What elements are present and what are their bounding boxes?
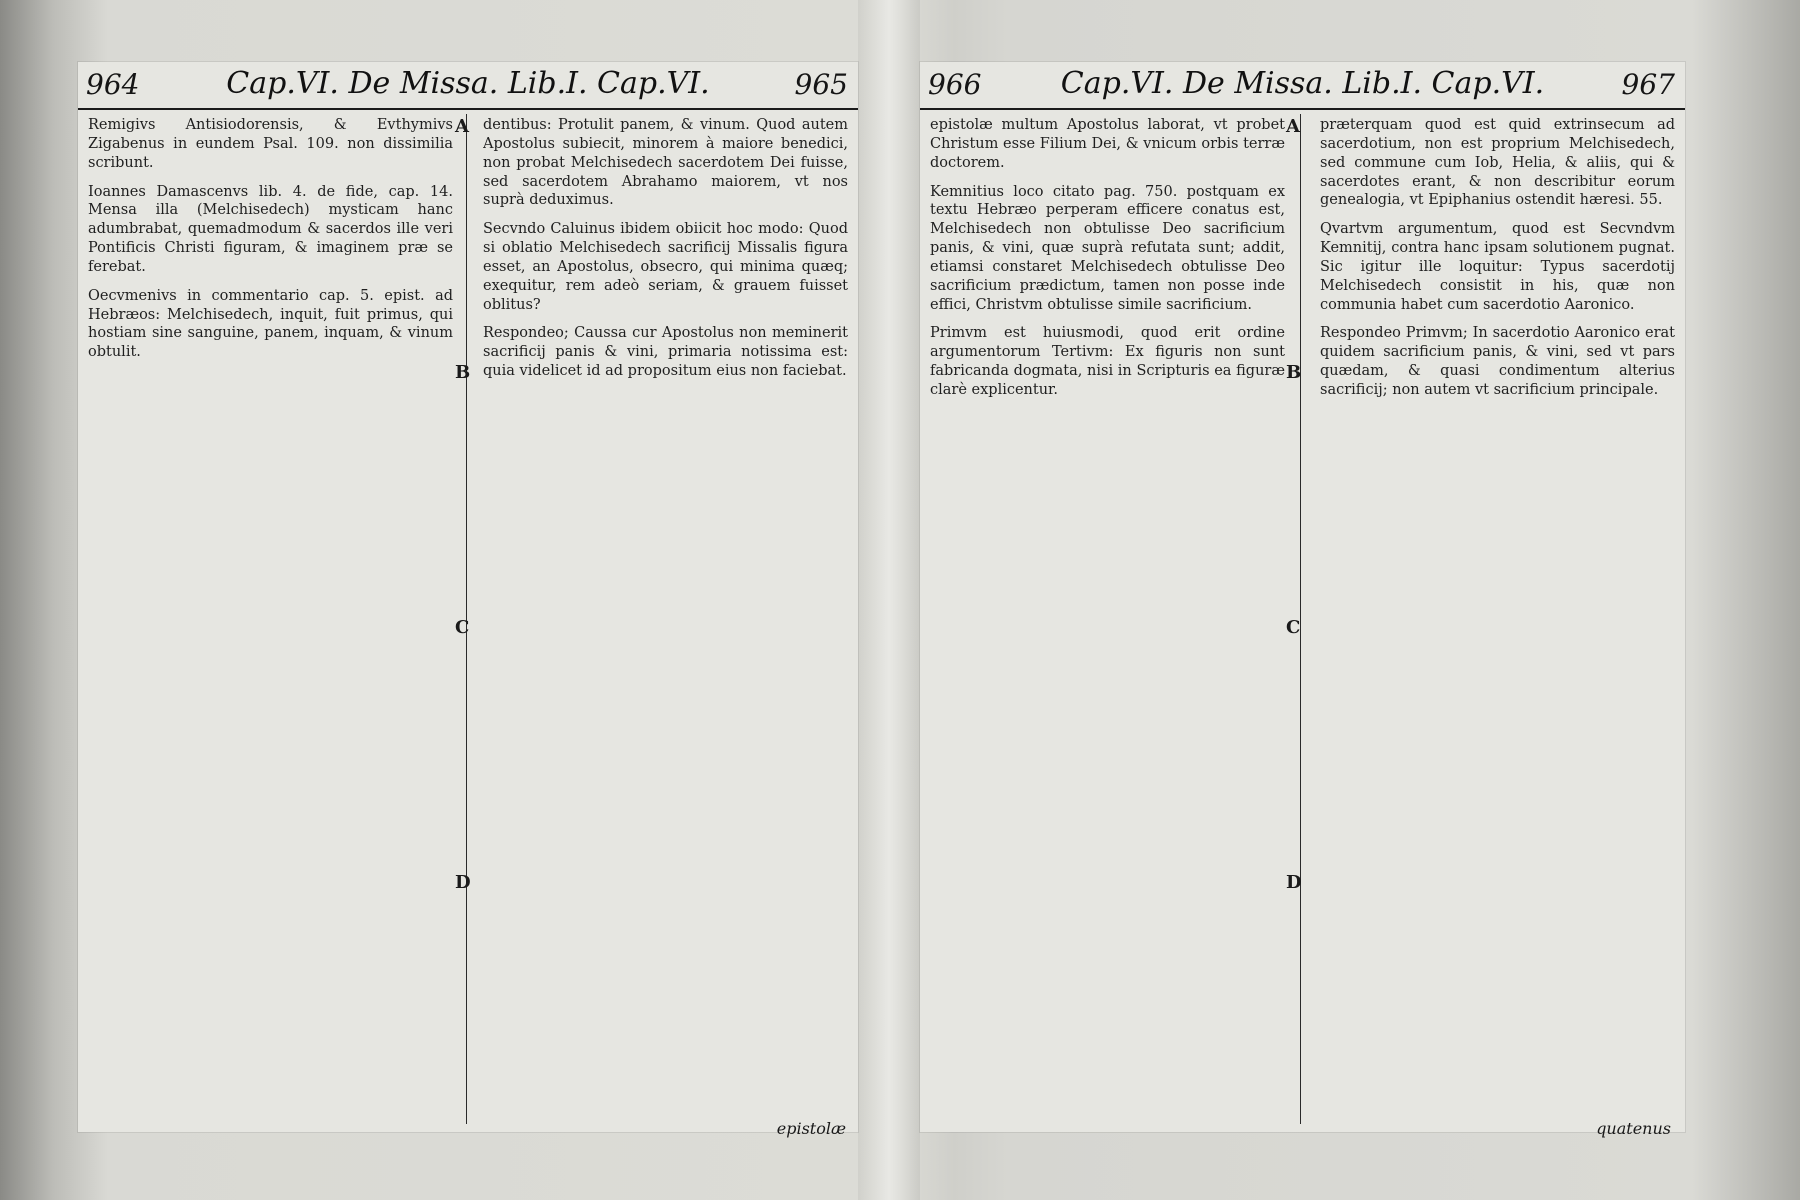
left-page-running-head: Cap.VI. De Missa. Lib.I. Cap.VI. (226, 66, 710, 101)
right-page-column-1 (930, 116, 1285, 1124)
right-col1-paragraph-1: epistolæ multum Apostolus laborat, vt probet Christum esse Filium Dei, & vnicum orbis terræ doctorem. (930, 117, 1285, 171)
left-col1-paragraph-1: Remigivs Antisiodorensis, & Evthymivs Zigabenus in eundem Psal. 109. non dissimilia scribunt. (88, 117, 453, 171)
left-page-header (78, 62, 858, 110)
right-page-running-head: Cap.VI. De Missa. Lib.I. Cap.VI. (1060, 66, 1545, 101)
left-col1-paragraph-2: Ioannes Damascenvs lib. 4. de fide, cap. 14. Mensa illa (Melchisedech) mysticam hanc adumbrabat, quemadmodum & sacerdos ille veri Pontificis Christi figuram, & imaginem præ se ferebat. (88, 183, 453, 275)
right-page (920, 62, 1685, 1138)
left-page-tail-word: epistolæ (776, 1119, 846, 1138)
left-margin-letter-a: A (455, 116, 469, 137)
right-page-column-2 (1320, 116, 1675, 1124)
right-col2-paragraph-3: Respondeo Primvm; In sacerdotio Aaronico erat quidem sacrificium panis, & vini, sed vt pars quædam, & quasi condimentum alterius sacrificij; non autem vt sacrificium principale. (1320, 325, 1675, 398)
right-col1-paragraph-2: Kemnitius loco citato pag. 750. postquam ex textu Hebræo perperam efficere conatus est, Melchisedech non obtulisse Deo sacrificium panis, & vini, quæ suprà refutata sunt; addit, etiamsi constaret Melchisedech obtulisse Deo sacrificium prædictum, tamen non posse inde effici, Christvm obtulisse simile sacrificium. (930, 183, 1285, 313)
right-page-tail-word: quatenus (1596, 1119, 1671, 1138)
right-margin-letter-a: A (1286, 116, 1300, 137)
right-col2-paragraph-2: Qvartvm argumentum, quod est Secvndvm Kemnitij, contra hanc ipsam solutionem pugnat. Sic igitur ille loquitur: Typus sacerdotij Melchisedech consistit in his, quæ non communia habet cum sacerdotio Aaronico. (1320, 221, 1675, 313)
left-page-number-right: 965 (794, 68, 848, 101)
left-margin-letter-c: C (455, 617, 470, 638)
right-page-number-left: 966 (928, 68, 982, 101)
left-col1-paragraph-3: Oecvmenivs in commentario cap. 5. epist. ad Hebræos: Melchisedech, inquit, fuit primus, qui hostiam sine sanguine, panem, inquam, & vinum obtulit. (88, 287, 453, 361)
right-page-header (920, 62, 1685, 110)
right-margin-letter-d: D (1286, 872, 1302, 893)
left-col2-paragraph-2: Secvndo Caluinus ibidem obiicit hoc modo: Quod si oblatio Melchisedech sacrificij Missalis figura esset, an Apostolus, obsecro, qui minima quæq; exequitur, rem adeò seriam, & grauem fuisset oblitus? (483, 221, 848, 313)
right-margin-letter-c: C (1286, 617, 1301, 638)
right-page-number-right: 967 (1621, 68, 1675, 101)
left-col2-paragraph-1: dentibus: Protulit panem, & vinum. Quod autem Apostolus subiecit, minorem à maiore benedici, non probat Melchisedech sacerdotem Dei fuisse, sed sacerdotem Abrahamo maiorem, vt nos suprà deduximus. (483, 117, 848, 209)
left-page-column-2 (483, 116, 848, 1124)
left-margin-letter-d: D (455, 872, 471, 893)
right-margin-letter-b: B (1286, 362, 1302, 383)
left-page-number-left: 964 (86, 68, 140, 101)
book-gutter (858, 0, 920, 1200)
left-col2-paragraph-3: Respondeo; Caussa cur Apostolus non meminerit sacrificij panis & vini, primaria notissima est: quia videlicet id ad propositum eius non faciebat. (483, 325, 848, 380)
left-margin-letter-b: B (455, 362, 471, 383)
left-page-column-1 (88, 116, 453, 1124)
right-col2-paragraph-1: præterquam quod est quid extrinsecum ad sacerdotium, non est proprium Melchisedech, sed commune cum Iob, Helia, & aliis, qui & sacerdotes erant, & non describitur eorum genealogia, vt Epiphanius ostendit hæresi. 55. (1320, 117, 1675, 209)
right-col1-paragraph-3: Primvm est huiusmodi, quod erit ordine argumentorum Tertivm: Ex figuris non sunt fabricanda dogmata, nisi in Scripturis ea figuræ clarè explicentur. (930, 325, 1285, 398)
left-page (78, 62, 858, 1138)
